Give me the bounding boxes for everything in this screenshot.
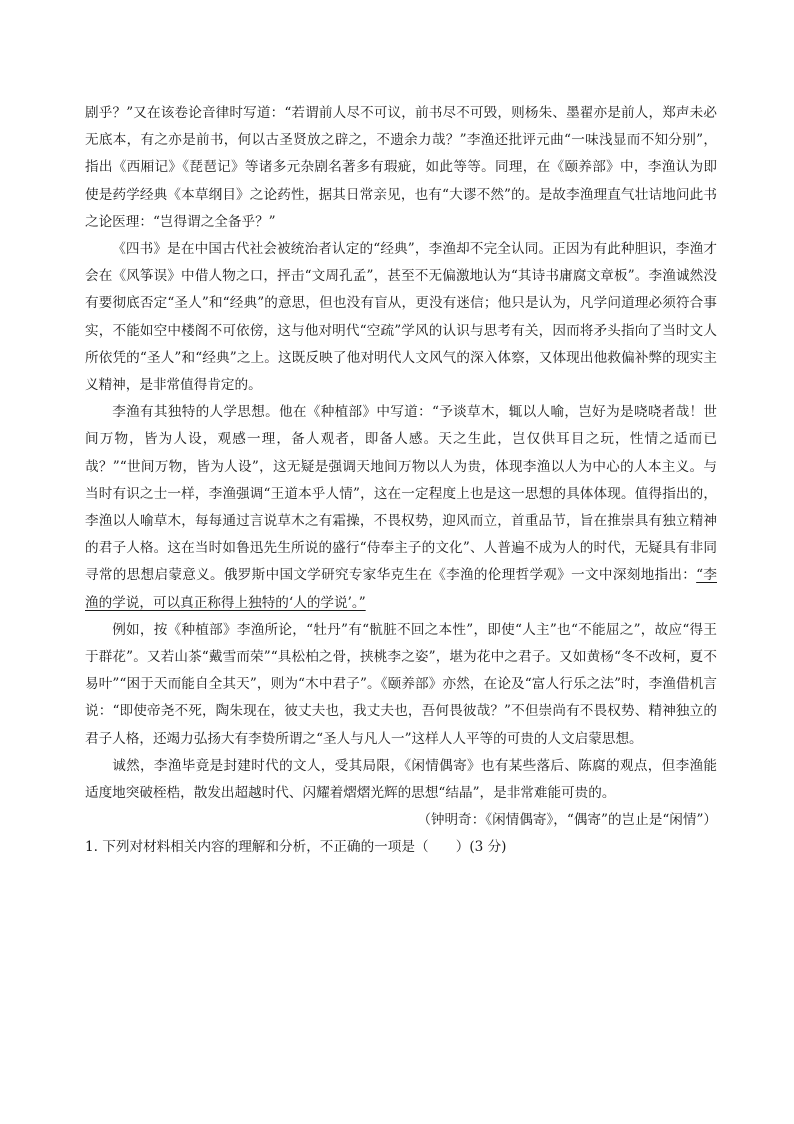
paragraph-2: 《四书》是在中国古代社会被统治者认定的“经典”，李渔却不完全认同。正因为有此种胆识，李渔才会在《风筝误》中借人物之口，抨击“文周孔孟”，甚至不无偏激地认为“其诗书庸腐文章板”。李渔诚然没有要彻底否定“圣人”和“经典”的意思，但也没有盲从，更没有迷信；他只是认为，凡学问道理必须符合事实，不能如空中楼阁不可依傍，这与他对明代“空疏”学风的认识与思考有关，因而将矛头指向了当时文人所依凭的“圣人”和“经典”之上。这既反映了他对明代人文风气的深入体察，又体现出他救偏补弊的现实主义精神，是非常值得肯定的。 — [85, 241, 717, 394]
paragraph-1: 剧乎？”又在该卷论音律时写道：“若谓前人尽不可议，前书尽不可毁，则杨朱、墨翟亦是前人，郑声未必无底本，有之亦是前书，何以古圣贤放之辟之，不遗余力哉？”李渔还批评元曲“一味浅显而不知分别”，指出《西厢记》《琵琶记》等诸多元杂剧名著多有瑕疵，如此等等。同理，在《颐养部》中，李渔认为即使是药学经典《本草纲目》之论药性，据其日常亲见，也有“大谬不然”的。是故李渔理直气壮诘地问此书之论医理：“岂得谓之全备乎？” — [85, 105, 717, 230]
paragraph-5: 诚然，李渔毕竟是封建时代的文人，受其局限，《闲情偶寄》也有某些落后、陈腐的观点，但李渔能适度地突破桎梏，散发出超越时代、闪耀着熠熠光辉的思想“结晶”，是非常难能可贵的。 — [85, 757, 717, 802]
paragraph-4: 例如，按《种植部》李渔所论，“牡丹”有“骯脏不回之本性”，即使“人主”也“不能屈之”，故应“得王于群花”。又若山茶“戴雪而荣”“具松柏之骨，挟桃李之姿”，堪为花中之君子。又如黄杨“冬不改柯，夏不易叶”“困于天而能自全其天”，则为“木中君子”。《颐养部》亦然，在论及“富人行乐之法”时，李渔借机言说：“即使帝尧不死，陶朱现在，彼丈夫也，我丈夫也，吾何畏彼哉？”不但崇尚有不畏权势、精神独立的君子人格，还竭力弘扬大有李贽所谓之“圣人与凡人一”这样人人平等的可贵的人文启蒙思想。 — [85, 621, 717, 747]
paragraph-3-text: 李渔有其独特的人学思想。他在《种植部》中写道：“予谈草木，辄以人喻，岂好为是哓哓者哉！世间万物，皆为人设，观感一理，备人观者，即备人感。天之生此，岂仅供耳目之玩，性情之适而已哉？”“世间万物，皆为人设”，这无疑是强调天地间万物以人为贵，体现李渔以人为中心的人本主义。与当时有识之士一样，李渔强调“王道本乎人情”，这在一定程度上也是这一思想的具体体现。值得指出的，李渔以人喻草木，每每通过言说草木之有霜操，不畏权势，迎风而立，首重品节，旨在推崇具有独立精神的君子人格。这在当时如鲁迅先生所说的盛行“侍奉主子的文化”、人普遍不成为人的时代，无疑具有非同寻常的思想启蒙意义。俄罗斯中国文学研究专家华克生在《李渔的伦理哲学观》一文中深刻地指出： — [85, 404, 717, 584]
article-body — [85, 100, 717, 862]
underlined-quote: “李渔的学说，可以真正称得上独特的‘人的学说’。” — [85, 567, 717, 611]
paragraph-3 — [85, 399, 717, 617]
question-1: 1. 下列对材料相关内容的理解和分析，不正确的一项是（ ）(3 分) — [85, 839, 507, 856]
source-citation: （钟明奇：《闲情偶寄》，“偶寄”的岂止是“闲情”） — [417, 812, 717, 829]
